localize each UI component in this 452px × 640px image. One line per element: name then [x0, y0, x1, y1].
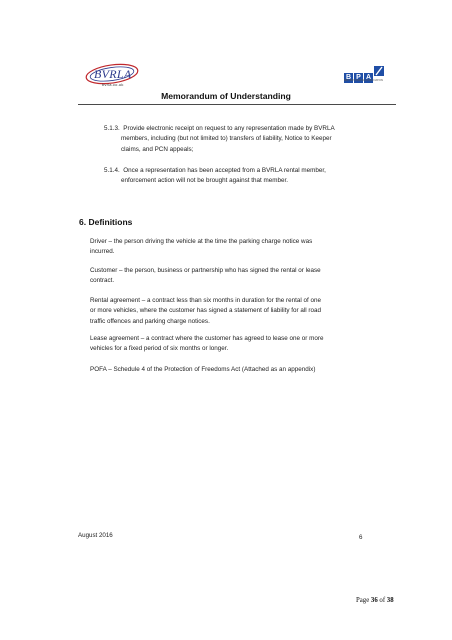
bvrla-logo — [82, 62, 142, 94]
bvrla-url: bvrla.co.uk — [102, 82, 124, 87]
bvrla-wordmark: BVRLA — [94, 67, 132, 81]
clause-line: enforcement action will not be brought against that member. — [121, 177, 288, 185]
definition-line: Customer – the person, business or partnership who has signed the rental or lease — [90, 267, 321, 274]
document-title: Memorandum of Understanding — [161, 91, 291, 101]
bpa-letter-b: B — [345, 74, 352, 81]
definition-pofa — [90, 365, 380, 375]
definition-line: contract. — [90, 277, 115, 285]
definition-line: incurred. — [90, 248, 115, 256]
clause-line: Provide electronic receipt on request to any representation made by BVRLA — [123, 125, 335, 132]
page-stamp-total: 38 — [386, 597, 394, 604]
page-stamp-prefix: Page — [356, 597, 370, 604]
bpa-letter-p: P — [354, 73, 363, 83]
definition-line: Driver – the person driving the vehicle at the time the parking charge notice was — [90, 238, 313, 245]
definition-customer — [90, 266, 380, 287]
definition-line: vehicles for a fixed period of six months or longer. — [90, 345, 229, 353]
clause-number: 5.1.3. — [104, 125, 120, 132]
footer-page-number: 6 — [359, 534, 363, 541]
clause-line: claims, and PCN appeals; — [121, 145, 194, 153]
bpa-logo — [344, 66, 392, 88]
definition-line: or more vehicles, where the customer has signed a statement of liability for all road — [90, 307, 321, 315]
definition-line: Rental agreement – a contract less than six months in duration for the rental of one — [90, 297, 322, 304]
page-stamp-of: of — [379, 597, 386, 604]
clause-5-1-3 — [104, 124, 384, 155]
bpa-letter-a: A — [365, 74, 372, 81]
definition-rental-agreement — [90, 296, 380, 327]
footer-date: August 2016 — [78, 532, 113, 539]
page-stamp-current: 36 — [370, 597, 378, 604]
page-stamp — [356, 597, 394, 604]
bpa-tagline: BRITISH PARKING ASSOCIATION — [344, 79, 384, 82]
definition-lease-agreement — [90, 334, 380, 355]
clause-number: 5.1.4. — [104, 167, 120, 174]
definition-line: Lease agreement – a contract where the customer has agreed to lease one or more — [90, 335, 324, 342]
definition-driver — [90, 237, 380, 258]
clause-line: Once a representation has been accepted from a BVRLA rental member, — [123, 167, 326, 174]
section-heading: 6. Definitions — [79, 217, 133, 227]
header-divider — [78, 104, 396, 105]
clause-line: members, including (but not limited to) transfers of liability, Notice to Keeper — [121, 135, 332, 143]
clause-5-1-4 — [104, 166, 384, 187]
definition-line: traffic offences and parking charge notices. — [90, 317, 210, 325]
definition-line: POFA – Schedule 4 of the Protection of Freedoms Act (Attached as an appendix) — [90, 366, 316, 373]
bpa-mark-icon — [374, 66, 384, 76]
